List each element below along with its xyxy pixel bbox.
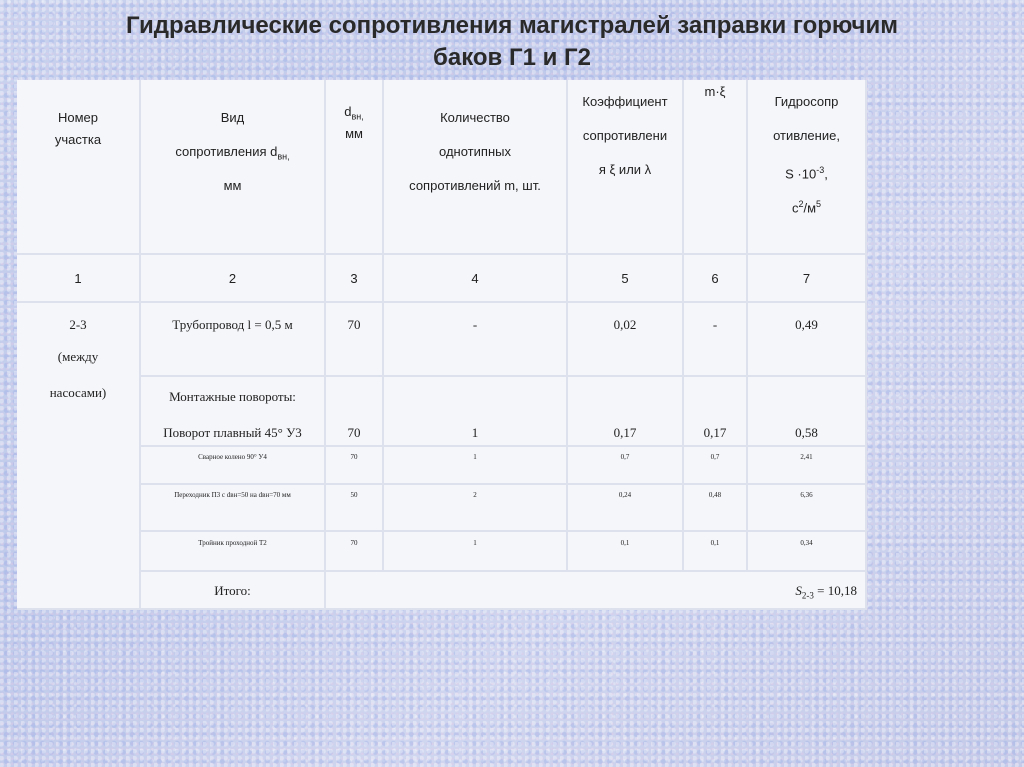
number-cell-7: 7 [748, 255, 867, 303]
header-cell-type [141, 80, 326, 255]
row-2-m-text: 1 [471, 425, 479, 440]
row-4-d-text: 50 [350, 491, 358, 499]
row-2-xi-text: 0,17 [613, 425, 637, 440]
row-2-name-text: Поворот плавный 45° У3 [163, 425, 302, 440]
title-line-2: баков Г1 и Г2 [433, 44, 591, 71]
header-cell-product [684, 80, 748, 255]
row-4-s [748, 485, 867, 532]
header-diameter-line1 [326, 102, 382, 127]
header-type-text: сопротивления d [175, 144, 278, 159]
row-3-xi [568, 447, 684, 485]
row-5-m [384, 532, 568, 572]
row-2-d-text: 70 [347, 425, 361, 440]
header-res-c-exp: 2 [798, 199, 804, 209]
section-note-2: насосами) [49, 385, 107, 400]
row-1-name [141, 303, 326, 377]
row-3-m [384, 447, 568, 485]
row-2-name-pre: Монтажные повороты: [169, 389, 296, 404]
row-2-name [141, 377, 326, 447]
header-diameter-unit: мм [345, 126, 363, 141]
row-3-mxi-text: 0,7 [710, 453, 720, 461]
header-type-line2 [141, 136, 324, 173]
row-2-s [748, 377, 867, 447]
row-1-name-text: Трубопровод l = 0,5 м [172, 317, 293, 332]
header-res-c: с [791, 200, 799, 216]
row-3-s-text: 2,41 [800, 453, 813, 461]
row-4-xi [568, 485, 684, 532]
row-4-mxi-text: 0,48 [708, 491, 722, 499]
total-label-cell [141, 572, 326, 610]
number-cell-2: 2 [141, 255, 326, 303]
header-section-line2: участка [54, 132, 102, 147]
header-cell-diameter [326, 80, 384, 255]
header-count-line3: сопротивлений m, шт. [409, 178, 541, 193]
row-4-mxi [684, 485, 748, 532]
number-cell-5: 5 [568, 255, 684, 303]
total-value: = 10,18 [813, 583, 857, 598]
header-section-line1: Номер [57, 110, 98, 125]
row-4-d [326, 485, 384, 532]
row-2-mxi-text: 0,17 [703, 425, 727, 440]
row-2-s-text: 0,58 [795, 425, 818, 440]
number-cell-3: 3 [326, 255, 384, 303]
row-5-xi [568, 532, 684, 572]
row-1-s-text: 0,49 [795, 317, 818, 332]
row-3-m-text: 1 [473, 453, 477, 461]
row-1-xi-text: 0,02 [613, 317, 637, 332]
row-4-m [384, 485, 568, 532]
row-5-name [141, 532, 326, 572]
header-res-exp: -3 [816, 165, 825, 175]
header-cell-coefficient [568, 80, 684, 255]
section-cell [17, 303, 141, 610]
row-4-xi-text: 0,24 [618, 491, 632, 499]
section-note-1: (между [57, 349, 99, 364]
row-5-d [326, 532, 384, 572]
row-5-name-text: Тройник проходной Т2 [198, 539, 267, 547]
header-res-s: S ·10 [785, 166, 817, 182]
row-3-d-text: 70 [350, 453, 358, 461]
number-cell-6: 6 [684, 255, 748, 303]
row-3-name [141, 447, 326, 485]
row-4-name [141, 485, 326, 532]
header-product-text: m·ξ [704, 84, 726, 99]
row-3-d [326, 447, 384, 485]
header-coef-line1: Коэффициент [582, 94, 668, 109]
row-5-s [748, 532, 867, 572]
header-res-line1: Гидросопр [774, 94, 839, 109]
row-5-xi-text: 0,1 [620, 539, 630, 547]
slide-title [0, 10, 1024, 74]
header-diameter-d: d [344, 104, 352, 119]
number-cell-4: 4 [384, 255, 568, 303]
total-subscript: 2-3 [801, 590, 814, 601]
row-2-d [326, 377, 384, 447]
header-type-sub: вн, [277, 151, 290, 162]
row-5-s-text: 0,34 [800, 539, 813, 547]
header-res-comma: , [824, 166, 828, 182]
header-coef-line3: я ξ или λ [598, 162, 652, 177]
row-1-m [384, 303, 568, 377]
row-1-mxi [684, 303, 748, 377]
header-coef-line2: сопротивлени [582, 128, 668, 143]
header-diameter-sub: вн, [351, 111, 364, 122]
row-4-s-text: 6,36 [800, 491, 813, 499]
header-count-line2: однотипных [439, 144, 511, 159]
header-type-line1: Вид [220, 110, 245, 125]
title-line-1: Гидравлические сопротивления магистралей заправки горючим [126, 12, 898, 39]
total-label: Итого: [214, 583, 251, 598]
row-5-d-text: 70 [350, 539, 358, 547]
header-type-line3: мм [223, 178, 242, 193]
row-1-s [748, 303, 867, 377]
resistance-table [17, 80, 867, 610]
header-res-m-exp: 5 [816, 199, 822, 209]
header-cell-section [17, 80, 141, 255]
row-1-xi [568, 303, 684, 377]
header-cell-count [384, 80, 568, 255]
row-1-d-text: 70 [347, 317, 361, 332]
row-4-name-text: Переходник П3 с dвн=50 на dвн=70 мм [174, 491, 291, 499]
row-2-mxi [684, 377, 748, 447]
header-res-line3 [748, 154, 865, 190]
row-2-m [384, 377, 568, 447]
row-5-m-text: 1 [473, 539, 477, 547]
row-3-name-text: Сварное колено 90° У4 [198, 453, 267, 461]
section-id: 2-3 [69, 317, 87, 332]
header-cell-resistance [748, 80, 867, 255]
header-res-line2: отивление, [773, 128, 840, 143]
row-3-s [748, 447, 867, 485]
header-res-line4 [748, 188, 865, 224]
total-value-cell [326, 572, 867, 610]
row-1-m-text: - [472, 317, 478, 332]
row-2-xi [568, 377, 684, 447]
total-symbol: S [795, 583, 802, 598]
row-3-mxi [684, 447, 748, 485]
row-1-d [326, 303, 384, 377]
header-count-line1: Количество [440, 110, 510, 125]
row-1-mxi-text: - [712, 317, 718, 332]
header-res-m: /м [803, 200, 817, 216]
number-cell-1: 1 [17, 255, 141, 303]
row-5-mxi [684, 532, 748, 572]
row-4-m-text: 2 [473, 491, 477, 499]
row-3-xi-text: 0,7 [620, 453, 630, 461]
row-5-mxi-text: 0,1 [710, 539, 720, 547]
